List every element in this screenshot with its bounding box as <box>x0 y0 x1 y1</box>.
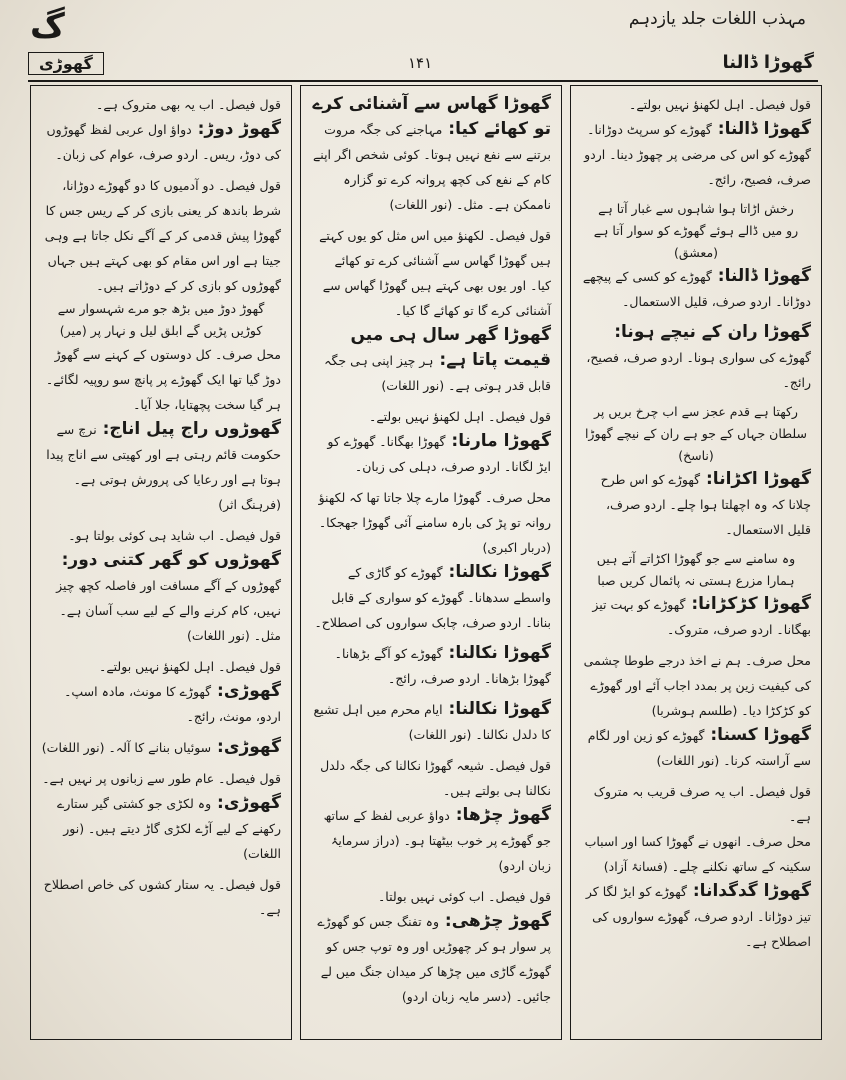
entry-headword: گھوڑ چڑھی: <box>438 911 551 931</box>
page-number: ۱۴۱ <box>408 54 433 72</box>
dictionary-entry <box>581 320 811 395</box>
verse-quote: گھوڑ دوڑ میں بڑھ جو مرے شہسوار سے <box>57 301 265 316</box>
dictionary-entry <box>41 679 281 729</box>
dictionary-entry <box>581 592 811 642</box>
dictionary-entry <box>581 467 811 542</box>
entry-definition: گھوڑے کو کسی کے پیچھے دوڑانا۔ اردو صرف، قلیل الاستعمال۔ <box>582 269 811 309</box>
dictionary-entry <box>581 117 811 192</box>
entry-headword: گھوڑوں راج پیل اناج: <box>96 419 281 439</box>
dictionary-entry <box>311 803 551 878</box>
entry-definition: گھوڑے کو بہت تیز بھگانا۔ اردو صرف، متروک۔ <box>592 597 811 637</box>
entry-definition: گھوڑے کو زین اور لگام سے آراستہ کرنا۔ (نور اللغات) <box>587 728 811 768</box>
entry-headword: گھوڑا کڑکڑانا: <box>685 594 811 614</box>
entry-note: محل صرف۔ گھوڑا مارے چلا جاتا تھا کہ لکھنؤ روانہ تو پڑ کی بارہ سامنے آئی گھوڑا جھجکا۔ (دربار اکبری) <box>318 490 551 555</box>
entry-headword: گھوڑا گھاس سے آشنائی کرے تو کھائے کیا: <box>312 94 551 139</box>
dictionary-entry <box>311 697 551 747</box>
entry-note: قول فیصل۔ شیعہ گھوڑا نکالنا کی جگہ دلدل نکالنا ہی بولتے ہیں۔ <box>320 758 551 798</box>
entry-headword: گھوڑا ڈالنا: <box>711 119 811 139</box>
entry-note: قول فیصل۔ اہل لکھنؤ نہیں بولتے۔ <box>629 97 811 112</box>
running-head: مہذب اللغات جلد یازدہم <box>628 9 806 29</box>
verse-quote: رکھتا ہے قدم عجز سے اب چرخ بریں پر <box>594 404 798 419</box>
entry-note: قول فیصل۔ اہل لکھنؤ نہیں بولتے۔ <box>369 409 551 424</box>
header-right-catchword: گھوڑا ڈالنا <box>722 52 814 73</box>
entry-headword: گھوڑا ڈالنا: <box>711 266 811 286</box>
entry-definition: دواؤ اول عربی لفظ گھوڑوں کی دوڑ، ریس۔ اردو صرف، عوام کی زبان۔ <box>46 122 281 162</box>
entry-headword: گھوڑی: <box>211 737 281 757</box>
section-letter: گ <box>30 6 65 46</box>
entry-note: قول فیصل۔ یہ ستار کشوں کی خاص اصطلاح ہے۔ <box>43 877 281 917</box>
entry-definition: گھوڑے کی سواری ہونا۔ اردو صرف، فصیح، رائج۔ <box>586 350 811 390</box>
entry-definition: گھوڑوں کے آگے مسافت اور فاصلہ کچھ چیز نہیں، کام کرنے والے کے لیے سب آسان ہے۔ مثل۔ (نور اللغات) <box>56 578 281 643</box>
dictionary-entry <box>581 879 811 954</box>
dictionary-entry <box>41 417 281 517</box>
verse-quote: رخش اڑاتا ہوا شاہوں سے غبار آتا ہے <box>598 201 794 216</box>
entry-definition: گھوڑے کو آگے بڑھانا۔ گھوڑا بڑھانا۔ اردو صرف، رائج۔ <box>334 646 551 686</box>
verse-quote: رو میں ڈالے ہوئے گھوڑے کو سوار آتا ہے (معشق) <box>593 223 799 260</box>
entry-definition: مہاجنے کی جگہ مروت برتنے سے نفع نہیں ہوتا۔ کوئی شخص اگر اپنے کام کے نفع کی کچھ پروانہ کرے تو گزارہ ناممکن ہے۔ مثل۔ (نور اللغات) <box>312 122 551 212</box>
entry-definition: سوئیاں بنانے کا آلہ۔ (نور اللغات) <box>41 740 212 755</box>
entry-definition: دواؤ عربی لفظ کے ساتھ جو گھوڑے پر خوب بیٹھتا ہو۔ (دراز سرمایۂ زبان اردو) <box>323 808 551 873</box>
dictionary-entry <box>311 560 551 635</box>
column-middle <box>300 85 562 1040</box>
entry-note: محل صرف۔ کل دوستوں کے کہنے سے گھوڑ دوڑ گیا تھا ایک گھوڑے پر پانچ سو روپیہ لگائے۔ ہر گیا سخت پچھتایا، جلا آیا۔ <box>45 347 281 412</box>
entry-headword: گھوڑی: <box>211 681 281 701</box>
dictionary-entry <box>41 791 281 866</box>
dictionary-entry <box>311 92 551 217</box>
dictionary-entry <box>311 429 551 479</box>
entry-headword: گھوڑا نکالنا: <box>442 562 551 582</box>
dictionary-entry <box>41 735 281 760</box>
entry-headword: گھوڑی: <box>211 793 281 813</box>
entry-definition: گھوڑے کو ایڑ لگا کر تیز دوڑانا۔ اردو صرف، گھوڑے سواروں کی اصطلاح ہے۔ <box>585 884 811 949</box>
entry-note: قول فیصل۔ دو آدمیوں کا دو گھوڑے دوڑانا، شرط باندھ کر یعنی بازی کر کے ریس جس کا گھوڑا پیش قدمی کر کے آگے نکل جاتا ہے وہی جیتا ہے اور اس مقام کو بھی کہتے ہیں جہاں گھوڑوں کو بازی کر کے دوڑاتے ہیں۔ <box>44 178 281 293</box>
entry-definition: گھوڑے کا مونث، مادہ اسپ۔ اردو، مونث، رائج۔ <box>64 684 281 724</box>
entry-headword: گھوڑا ران کے نیچے ہونا: <box>614 322 811 342</box>
verse-quote: ہمارا مزرع ہستی نہ پائمال کریں صبا <box>597 573 795 588</box>
entry-definition: نرچ سے حکومت قائم رہتی ہے اور کھیتی سے اناج پیدا ہوتا ہے اور رعایا کی پرورش ہوتی ہے۔ (فرہنگ اثر) <box>46 422 281 512</box>
dictionary-entry <box>581 723 811 773</box>
entry-note: قول فیصل۔ عام طور سے زبانوں پر نہیں ہے۔ <box>42 771 281 786</box>
entry-definition: گھوڑے کو سرپٹ دوڑانا۔ گھوڑے کو اس کی مرضی پر چھوڑ دینا۔ اردو صرف، فصیح، رائج۔ <box>584 122 811 187</box>
entry-definition: وہ تفنگ جس کو گھوڑے پر سوار ہو کر چھوڑیں اور وہ توپ جس کو گھوڑے گاڑی میں چڑھا کر میدان جنگ میں لے جائیں۔ (دسر مایہ زبان اردو) <box>317 914 551 1004</box>
entry-definition: ایام محرم میں اہل تشیع کا دلدل نکالنا۔ (نور اللغات) <box>313 702 551 742</box>
entry-headword: گھوڑا گھر سال ہی میں قیمت پاتا ہے: <box>350 325 551 370</box>
entry-note: قول فیصل۔ اب شاید ہی کوئی بولتا ہو۔ <box>68 528 281 543</box>
entry-note: قول فیصل۔ اب کوئی نہیں بولتا۔ <box>377 889 551 904</box>
entry-note: قول فیصل۔ لکھنؤ میں اس مثل کو یوں کہتے ہیں گھوڑا گھاس سے آشنائی کرے تو کھائے کیا۔ اور یوں بھی کہتے ہیں گھوڑا گھاس سے آشنائی کرے گا تو کھائے گا کیا۔ <box>319 228 551 318</box>
entry-note: قول فیصل۔ اہل لکھنؤ نہیں بولتے۔ <box>99 659 281 674</box>
entry-headword: گھوڑا اکڑانا: <box>700 469 811 489</box>
header-left-catchword: گھوڑی <box>28 52 104 75</box>
verse-quote: کوڑیں پڑیں گے ابلق لیل و نہار پر (میر) <box>59 323 263 338</box>
entry-headword: گھوڑا نکالنا: <box>442 643 551 663</box>
dictionary-entry <box>311 641 551 691</box>
entry-headword: گھوڑوں کو گھر کتنی دور: <box>61 550 281 570</box>
entry-note: قول فیصل۔ اب یہ صرف قریب بہ متروک ہے۔ <box>593 784 811 824</box>
verse-quote: سلطان جہاں کے جو ہے ران کے نیچے گھوڑا (ناسخ) <box>584 426 808 463</box>
dictionary-entry <box>41 117 281 167</box>
dictionary-entry <box>311 909 551 1009</box>
entry-definition: گھوڑے کو اس طرح چلانا کہ وہ اچھلتا ہوا چلے۔ اردو صرف، قلیل الاستعمال۔ <box>600 472 811 537</box>
entry-definition: وہ لکڑی جو کشتی گیر ستارے رکھنے کے لیے آڑے لکڑی گاڑ دیتے ہیں۔ (نور اللغات) <box>57 796 281 861</box>
column-right <box>570 85 822 1040</box>
page-header <box>28 52 818 82</box>
entry-headword: گھوڑا نکالنا: <box>442 699 551 719</box>
entry-headword: گھوڑا مارنا: <box>445 431 551 451</box>
dictionary-entry <box>41 548 281 648</box>
dictionary-entry <box>581 264 811 314</box>
entry-headword: گھوڑا کسنا: <box>704 725 811 745</box>
column-left <box>30 85 292 1040</box>
entry-definition: ہر چیز اپنی ہی جگہ قابل قدر ہوتی ہے۔ (نور اللغات) <box>324 353 551 393</box>
entry-headword: گھوڑا گدگدانا: <box>686 881 811 901</box>
entry-note: محل صرف۔ ہم نے اخذ درجے طوطا چشمی کی کیفیت زین پر بمدد اجاب آئے اور گھوڑے کو کڑکڑا دیا۔ (طلسم ہوشربا) <box>583 653 811 718</box>
entry-definition: گھوڑا بھگانا۔ گھوڑے کو ایڑ لگانا۔ اردو صرف، دہلی کی زبان۔ <box>327 434 551 474</box>
entry-note: محل صرف۔ انھوں نے گھوڑا کسا اور اسباب سکینہ کے ساتھ نکلنے چلے۔ (فسانۂ آزاد) <box>584 834 811 874</box>
entry-headword: گھوڑ دوڑ: <box>191 119 281 139</box>
dictionary-entry <box>311 323 551 398</box>
entry-definition: گھوڑے کو گاڑی کے واسطے سدھانا۔ گھوڑے کو سواری کے قابل بنانا۔ اردو صرف، چابک سواروں کی اصطلاح۔ <box>314 565 551 630</box>
header-rule <box>28 80 818 82</box>
entry-headword: گھوڑ چڑھا: <box>449 805 551 825</box>
verse-quote: وہ سامنے سے جو گھوڑا اکڑاتے آتے ہیں <box>596 551 796 566</box>
entry-note: قول فیصل۔ اب یہ بھی متروک ہے۔ <box>96 97 281 112</box>
